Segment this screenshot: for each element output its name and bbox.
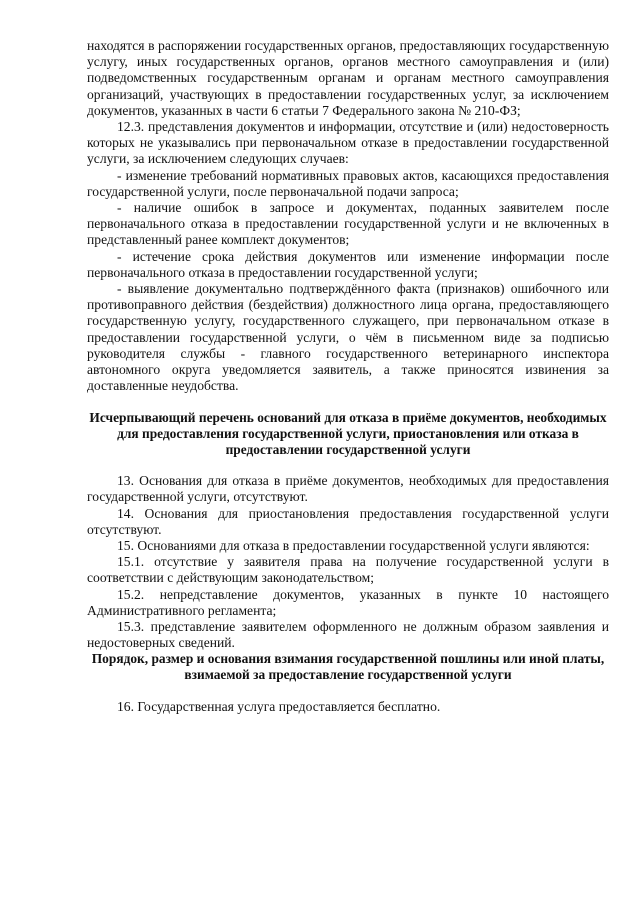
list-item-exception-1: - изменение требований нормативных правовых актов, касающихся предоставления государственной услуги, после первоначальной подачи запроса; — [87, 167, 609, 199]
paragraph-16: 16. Государственная услуга предоставляется бесплатно. — [117, 698, 441, 714]
list-item-exception-2: - наличие ошибок в запросе и документах, поданных заявителем после первоначального отказа в предоставлении государственной услуги и не включенных в представленный ранее комплект документов; — [87, 200, 609, 248]
section-heading-refusal-grounds: Исчерпывающий перечень оснований для отказа в приёме документов, необходимых для предоставления государственной услуги, приостановления или отказа в предоставлении государственной услуги — [89, 410, 607, 457]
paragraph-13: 13. Основания для отказа в приёме документов, необходимых для предоставления государственной услуги, отсутствуют. — [87, 473, 609, 505]
paragraph-15: 15. Основаниями для отказа в предоставлении государственной услуги являются: — [117, 538, 590, 554]
list-item-exception-4: - выявление документально подтверждённого факта (признаков) ошибочного или противоправного действия (бездействия) должностного лица органа, предоставляющего государственную услугу, государственного служащего, при первоначальном отказе в предоставлении государственной услуги, о чём в письменном виде за подписью руководителя службы - главного государственного ветеринарного инспектора автономного округа уведомляется заявитель, а также приносятся извинения за доставленные неудобства. — [87, 281, 609, 394]
paragraph-12-3: 12.3. представления документов и информации, отсутствие и (или) недостоверность которых не указывались при первоначальном отказе в предоставлении государственной услуги, за исключением следующих случаев: — [87, 119, 609, 167]
section-heading-fee: Порядок, размер и основания взимания государственной пошлины или иной платы, взимаемой за предоставление государственной услуги — [91, 651, 605, 683]
paragraph-15-3: 15.3. представление заявителем оформленного не должным образом заявления и недостоверных сведений. — [87, 619, 609, 651]
document-page — [87, 38, 609, 715]
paragraph-14: 14. Основания для приостановления предоставления государственной услуги отсутствуют. — [87, 505, 609, 537]
paragraph-continuation: находятся в распоряжении государственных органов, предоставляющих государственную услугу, иных государственных органов, органов местного самоуправления и (или) подведомственных государственным органам и органам местного самоуправления организаций, участвующих в предоставлении государственных услуг, за исключением документов, указанных в части 6 статьи 7 Федерального закона № 210-ФЗ; — [87, 38, 609, 118]
paragraph-15-1: 15.1. отсутствие у заявителя права на получение государственной услуги в соответствии с действующим законодательством; — [87, 554, 609, 586]
paragraph-15-2: 15.2. непредставление документов, указанных в пункте 10 настоящего Административного регламента; — [87, 586, 609, 618]
list-item-exception-3: - истечение срока действия документов или изменение информации после первоначального отказа в предоставлении государственной услуги; — [87, 248, 609, 280]
